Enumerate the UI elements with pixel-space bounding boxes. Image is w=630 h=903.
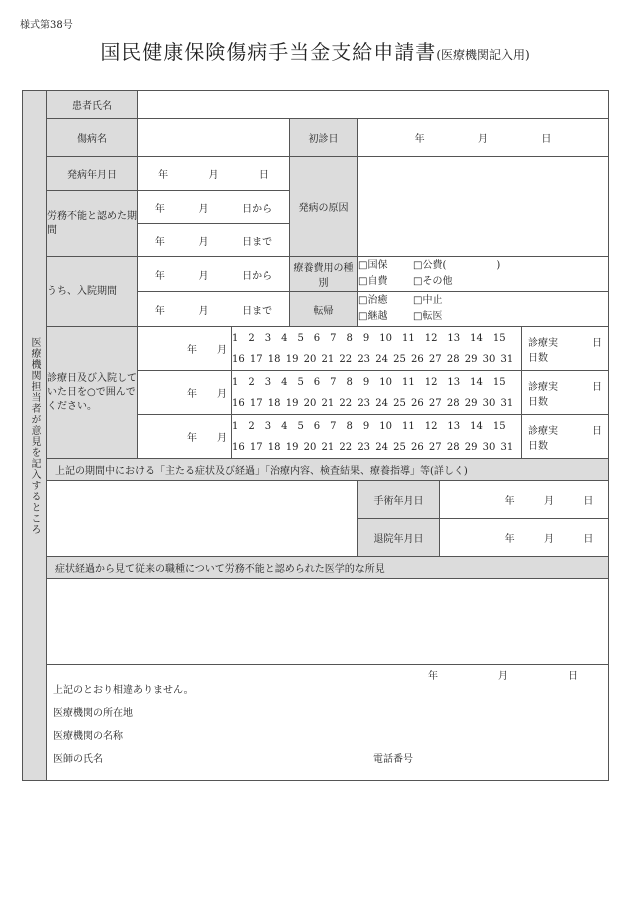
unit-day: 日 bbox=[583, 534, 594, 545]
first-visit-date-field[interactable] bbox=[358, 119, 609, 157]
unit-year: 年 bbox=[187, 433, 197, 444]
day-grid-2[interactable] bbox=[232, 371, 522, 415]
unit-month: 月 bbox=[198, 270, 209, 282]
facility-name-label: 医療機関の名称 bbox=[53, 731, 123, 742]
surgery-date-label: 手術年月日 bbox=[358, 481, 440, 519]
day-grid-1[interactable] bbox=[232, 327, 522, 371]
option-jihi[interactable]: □自費 bbox=[358, 276, 388, 287]
unit-month: 月 bbox=[198, 236, 209, 248]
unit-until: 日まで bbox=[242, 236, 273, 248]
work-incapacity-label: 労務不能と認めた期間 bbox=[47, 191, 138, 257]
option-chiyu[interactable]: □治癒 bbox=[358, 295, 388, 306]
visit-month-2[interactable] bbox=[138, 371, 232, 415]
side-label: 医療機関担当者が意見を記入するところ bbox=[23, 91, 47, 781]
unit-day: 日 bbox=[592, 381, 603, 393]
unit-month: 月 bbox=[543, 496, 554, 507]
medical-opinion-header: 症状経過から見て従来の職種について労務不能と認められた医学的な所見 bbox=[47, 557, 609, 579]
unit-day: 日 bbox=[568, 671, 579, 682]
unit-year: 年 bbox=[154, 203, 165, 215]
visit-month-3[interactable] bbox=[138, 415, 232, 459]
symptoms-header: 上記の期間中における「主たる症状及び経過」「治療内容、検査結果、療養指導」等(詳しく) bbox=[47, 459, 609, 481]
option-ten-i[interactable]: □転医 bbox=[413, 311, 443, 322]
doctor-name-label: 医師の氏名 bbox=[53, 754, 103, 765]
treatment-type-label: 療養費用の種別 bbox=[290, 257, 358, 292]
page-title bbox=[0, 36, 630, 65]
patient-name-label: 患者氏名 bbox=[47, 91, 138, 119]
surgery-date-field[interactable] bbox=[440, 481, 609, 519]
unit-year: 年 bbox=[428, 671, 439, 682]
unit-year: 年 bbox=[154, 305, 165, 317]
symptoms-field[interactable] bbox=[47, 481, 358, 557]
unit-year: 年 bbox=[504, 496, 515, 507]
disease-name-field[interactable] bbox=[138, 119, 290, 157]
unit-until: 日まで bbox=[242, 305, 273, 317]
option-chushi[interactable]: □中止 bbox=[413, 295, 443, 306]
hospitalization-label: うち、入院期間 bbox=[47, 257, 138, 327]
day-grid-3[interactable] bbox=[232, 415, 522, 459]
title-sub: (医療機関記入用) bbox=[436, 48, 530, 62]
unit-day: 日 bbox=[592, 425, 603, 437]
option-keizoku[interactable]: □継越 bbox=[358, 311, 388, 322]
discharge-date-field[interactable] bbox=[440, 519, 609, 557]
unit-month: 月 bbox=[208, 170, 219, 181]
phone-label: 電話番号 bbox=[373, 754, 413, 765]
day-row-1: 1 2 3 4 5 6 7 8 9 10 11 12 13 14 15 bbox=[232, 332, 506, 344]
day-row-1: 1 2 3 4 5 6 7 8 9 10 11 12 13 14 15 bbox=[232, 420, 506, 432]
facility-address-label: 医療機関の所在地 bbox=[53, 708, 133, 719]
hospital-until-field[interactable] bbox=[138, 292, 290, 327]
option-sonota[interactable]: □その他 bbox=[413, 276, 453, 287]
unit-year: 年 bbox=[187, 345, 197, 356]
day-row-2: 16 17 18 19 20 21 22 23 24 25 26 27 28 29 30 31 bbox=[232, 353, 514, 365]
unit-year: 年 bbox=[158, 170, 169, 181]
option-kohi[interactable]: □公費( ) bbox=[413, 260, 501, 271]
unit-year: 年 bbox=[154, 236, 165, 248]
outcome-options bbox=[358, 292, 609, 327]
day-row-1: 1 2 3 4 5 6 7 8 9 10 11 12 13 14 15 bbox=[232, 376, 506, 388]
onset-date-label: 発病年月日 bbox=[47, 157, 138, 191]
unit-year: 年 bbox=[187, 389, 197, 400]
unit-year: 年 bbox=[504, 534, 515, 545]
actual-days-3[interactable] bbox=[522, 415, 609, 459]
unit-day: 日 bbox=[592, 337, 603, 349]
visit-days-instruction: 診療日及び入院していた日を○で囲んでください。 bbox=[47, 327, 138, 459]
treatment-type-options bbox=[358, 257, 609, 292]
onset-date-field[interactable] bbox=[138, 157, 290, 191]
unit-month: 月 bbox=[217, 433, 227, 444]
unit-month: 月 bbox=[498, 671, 509, 682]
medical-opinion-field[interactable] bbox=[47, 579, 609, 665]
onset-cause-field[interactable] bbox=[358, 157, 609, 257]
actual-days-label: 診療実日数 bbox=[528, 337, 558, 364]
onset-cause-label: 発病の原因 bbox=[290, 157, 358, 257]
unit-month: 月 bbox=[198, 203, 209, 215]
unit-month: 月 bbox=[198, 305, 209, 317]
outcome-label: 転帰 bbox=[290, 292, 358, 327]
title-main: 国民健康保険傷病手当金支給申請書 bbox=[100, 40, 437, 64]
first-visit-label: 初診日 bbox=[290, 119, 358, 157]
actual-days-label: 診療実日数 bbox=[528, 381, 558, 408]
day-row-2: 16 17 18 19 20 21 22 23 24 25 26 27 28 29 30 31 bbox=[232, 441, 514, 453]
discharge-date-label: 退院年月日 bbox=[358, 519, 440, 557]
unit-day: 日 bbox=[583, 496, 594, 507]
patient-name-field[interactable] bbox=[138, 91, 609, 119]
certify-text: 上記のとおり相違ありません。 bbox=[53, 685, 194, 696]
hospital-from-field[interactable] bbox=[138, 257, 290, 292]
incapacity-until-field[interactable] bbox=[138, 224, 290, 257]
actual-days-1[interactable] bbox=[522, 327, 609, 371]
certify-date[interactable] bbox=[428, 667, 578, 682]
unit-year: 年 bbox=[414, 134, 425, 145]
option-kokuho[interactable]: □国保 bbox=[358, 260, 388, 271]
unit-day: 日 bbox=[258, 170, 269, 181]
actual-days-label: 診療実日数 bbox=[528, 425, 558, 452]
day-row-2: 16 17 18 19 20 21 22 23 24 25 26 27 28 29 30 31 bbox=[232, 397, 514, 409]
unit-month: 月 bbox=[217, 389, 227, 400]
visit-month-1[interactable] bbox=[138, 327, 232, 371]
unit-from: 日から bbox=[242, 270, 273, 282]
form-number: 様式第38号 bbox=[20, 20, 73, 31]
certification-block bbox=[47, 665, 609, 781]
application-form-table bbox=[22, 90, 609, 781]
unit-month: 月 bbox=[543, 534, 554, 545]
incapacity-from-field[interactable] bbox=[138, 191, 290, 224]
unit-month: 月 bbox=[477, 134, 488, 145]
actual-days-2[interactable] bbox=[522, 371, 609, 415]
unit-day: 日 bbox=[541, 134, 552, 145]
unit-year: 年 bbox=[154, 270, 165, 282]
disease-name-label: 傷病名 bbox=[47, 119, 138, 157]
unit-from: 日から bbox=[242, 203, 273, 215]
unit-month: 月 bbox=[217, 345, 227, 356]
